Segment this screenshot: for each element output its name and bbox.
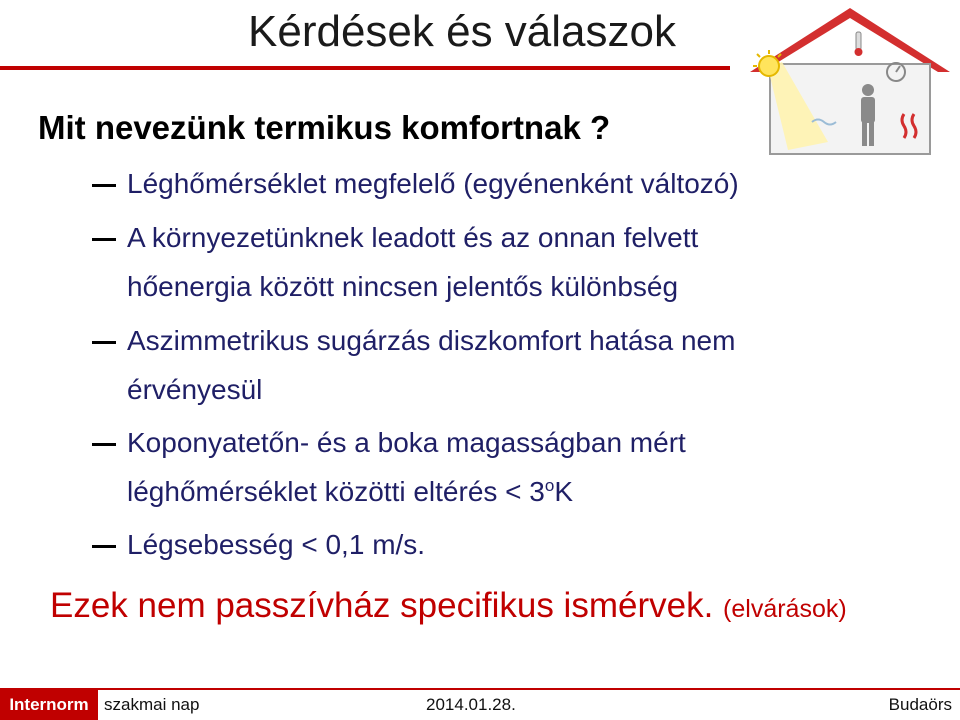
dash-bullet-icon xyxy=(92,341,116,344)
bullet-text-part: léghőmérséklet közötti eltérés < 3 xyxy=(127,476,545,507)
title-underline xyxy=(0,66,730,70)
bullet-text: Léghőmérséklet megfelelő (egyénenként változó) xyxy=(127,168,739,199)
bullet-text: Aszimmetrikus sugárzás diszkomfort hatása nem xyxy=(127,325,736,356)
conclusion-text xyxy=(50,583,847,632)
bullet-text-continued xyxy=(127,473,686,511)
footer-place: Budaörs xyxy=(888,695,952,714)
internorm-logo: Internorm xyxy=(0,690,98,720)
dash-bullet-icon xyxy=(92,443,116,446)
bullet-text: A környezetünknek leadott és az onnan felvett xyxy=(127,222,699,253)
slide-subtitle: Mit nevezünk termikus komfortnak ? xyxy=(38,109,611,146)
degree-superscript: o xyxy=(544,476,555,495)
sun-icon xyxy=(759,56,779,76)
dash-bullet-icon xyxy=(92,545,116,548)
bullet-text-continued: érvényesül xyxy=(127,374,263,405)
conclusion-note: (elvárások) xyxy=(723,595,847,623)
bullet-text-part: K xyxy=(554,476,574,507)
bullet-text-continued: hőenergia között nincsen jelentős különbség xyxy=(127,271,679,302)
house-roof-icon xyxy=(750,8,950,72)
dash-bullet-icon xyxy=(92,184,116,187)
dash-bullet-icon xyxy=(92,238,116,241)
conclusion-main: Ezek nem passzívház specifikus ismérvek. xyxy=(50,586,714,625)
thermometer-icon xyxy=(856,32,861,50)
footer-date: 2014.01.28. xyxy=(426,695,516,714)
bullet-text: Koponyatetőn- és a boka magasságban mért xyxy=(127,427,686,458)
footer-event: szakmai nap xyxy=(104,695,200,714)
house-thermal-comfort-illustration xyxy=(748,2,952,156)
slide-title: Kérdések és válaszok xyxy=(248,7,676,56)
bullet-text: Légsebesség < 0,1 m/s. xyxy=(127,529,426,560)
footer-bar xyxy=(0,688,960,720)
